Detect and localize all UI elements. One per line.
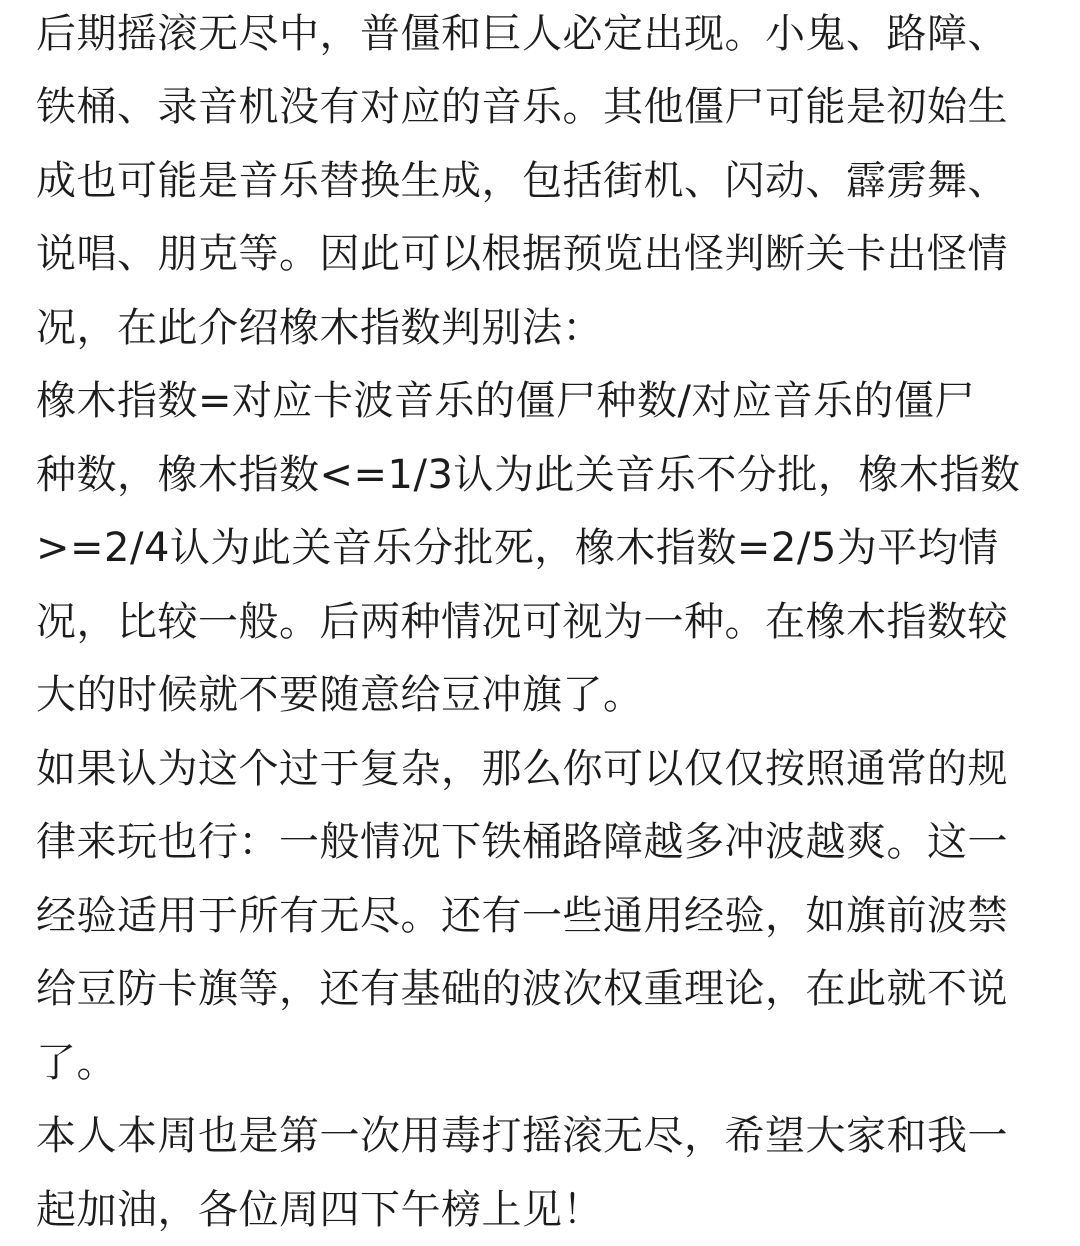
text-line: 况，在此介绍橡木指数判别法：	[36, 305, 603, 351]
text-line: 如果认为这个过于复杂，那么你可以仅仅按照通常的规	[36, 746, 1008, 792]
text-line: 律来玩也行：一般情况下铁桶路障越多冲波越爽。这一	[36, 819, 1008, 865]
text-line: 况，比较一般。后两种情况可视为一种。在橡木指数较	[36, 599, 1008, 645]
text-line: 给豆防卡旗等，还有基础的波次权重理论，在此就不说	[36, 966, 1008, 1012]
text-line: >=2/4认为此关音乐分批死，橡木指数=2/5为平均情	[36, 525, 999, 571]
text-line: 大的时候就不要随意给豆冲旗了。	[36, 672, 644, 718]
text-line: 铁桶、录音机没有对应的音乐。其他僵尸可能是初始生	[36, 84, 1008, 130]
text-line: 成也可能是音乐替换生成，包括街机、闪动、霹雳舞、	[36, 158, 1008, 204]
text-line: 了。	[36, 1040, 117, 1086]
text-line: 橡木指数=对应卡波音乐的僵尸种数/对应音乐的僵尸	[36, 378, 975, 424]
text-line: 起加油，各位周四下午榜上见！	[36, 1187, 603, 1233]
text-line: 本人本周也是第一次用毒打摇滚无尽，希望大家和我一	[36, 1113, 1008, 1159]
text-line: 后期摇滚无尽中，普僵和巨人必定出现。小鬼、路障、	[36, 11, 1008, 57]
text-line: 说唱、朋克等。因此可以根据预览出怪判断关卡出怪情	[36, 231, 1008, 277]
text-line: 经验适用于所有无尽。还有一些通用经验，如旗前波禁	[36, 893, 1008, 939]
text-line: 种数，橡木指数<=1/3认为此关音乐不分批，橡木指数	[36, 452, 1021, 498]
